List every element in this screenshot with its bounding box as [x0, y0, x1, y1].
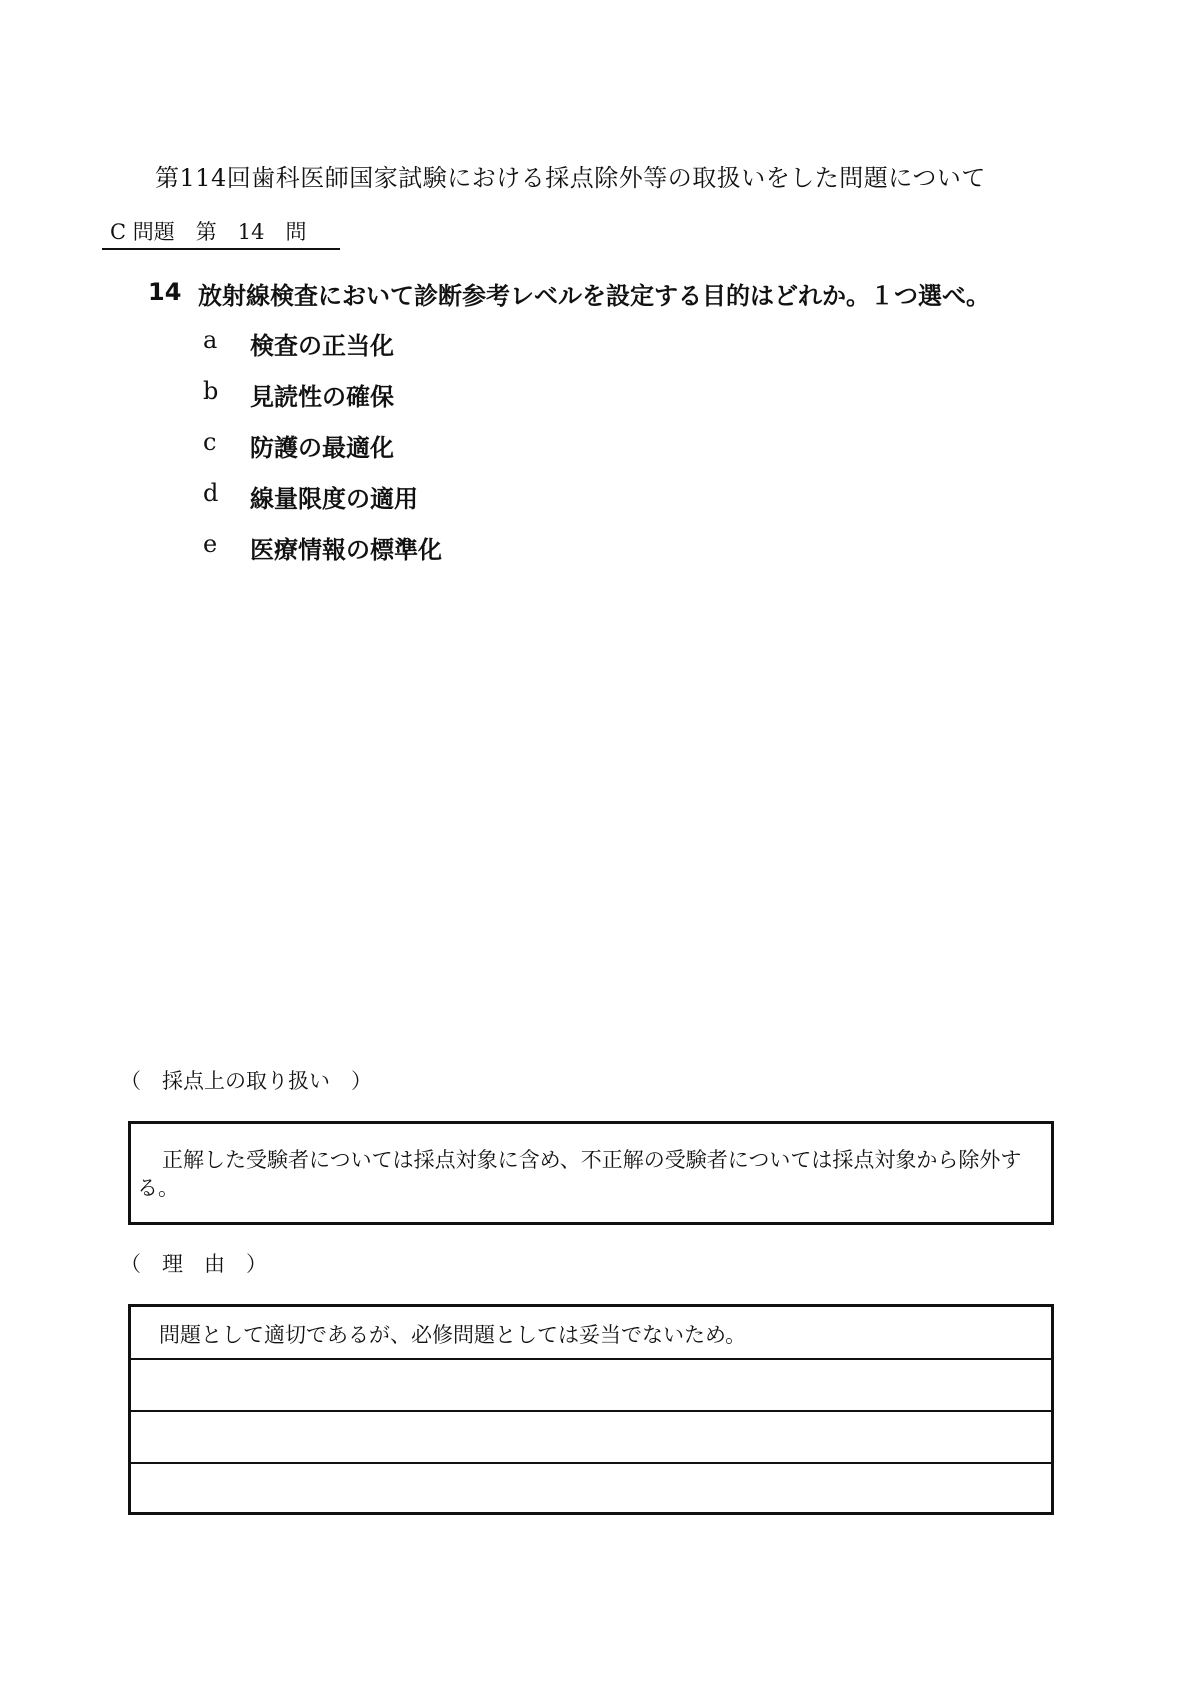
reason-row — [131, 1410, 1051, 1463]
document-title: 第114回歯科医師国家試験における採点除外等の取扱いをした問題について — [155, 164, 986, 192]
handling-label: （ 採点上の取り扱い ） — [120, 1069, 372, 1093]
reason-box — [128, 1304, 1054, 1515]
option-text-d: 線量限度の適用 — [250, 484, 418, 513]
option-letter-b: b — [203, 377, 219, 405]
option-letter-d: d — [203, 479, 219, 507]
option-text-c: 防護の最適化 — [250, 433, 394, 462]
reason-row — [131, 1307, 1051, 1358]
reason-row — [131, 1358, 1051, 1411]
option-text-a: 検査の正当化 — [250, 331, 394, 360]
handling-text: 正解した受験者については採点対象に含め、不正解の受験者については採点対象から除外する。 — [137, 1148, 1022, 1200]
reason-text: 問題として適切であるが、必修問題としては妥当でないため。 — [159, 1323, 747, 1347]
option-letter-e: e — [203, 530, 218, 558]
reason-label: （ 理 由 ） — [120, 1252, 267, 1276]
option-letter-a: a — [203, 326, 218, 354]
question-label: C 問題 第 14 問 — [110, 220, 307, 244]
question-text: 放射線検査において診断参考レベルを設定する目的はどれか。１つ選べ。 — [198, 281, 990, 310]
handling-box — [128, 1121, 1054, 1225]
option-text-b: 見読性の確保 — [250, 382, 394, 411]
option-text-e: 医療情報の標準化 — [250, 535, 442, 564]
option-letter-c: c — [203, 428, 217, 456]
question-number: 14 — [148, 278, 182, 306]
reason-row — [131, 1462, 1051, 1515]
